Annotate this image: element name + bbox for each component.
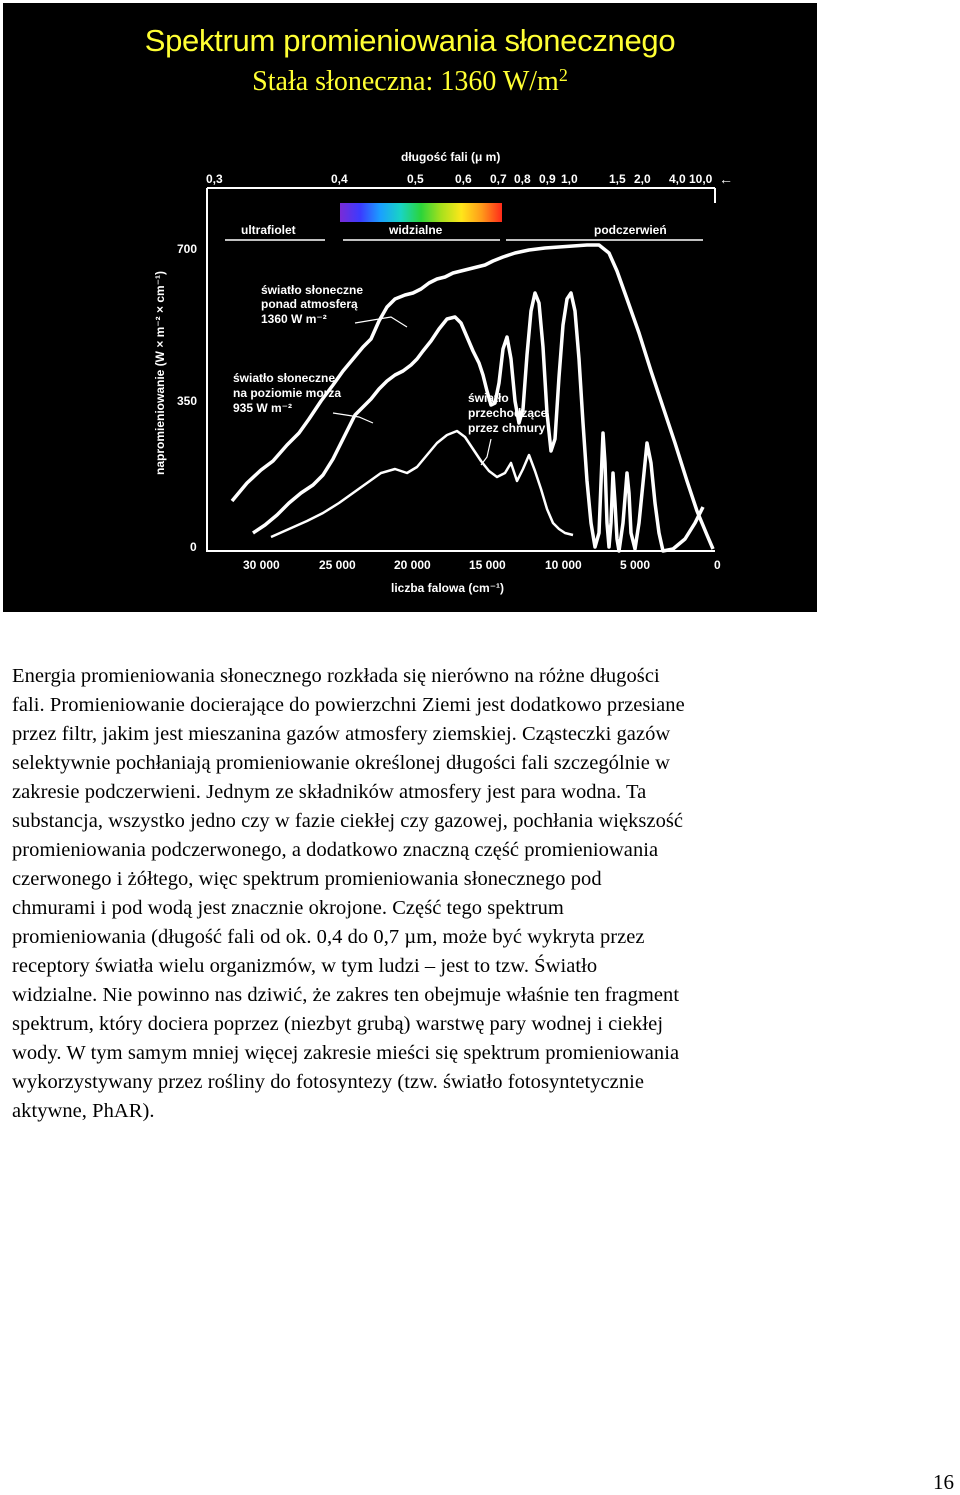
body-line: wody. W tym samym mniej więcej zakresie mieści się spektrum promieniowania <box>12 1042 680 1064</box>
body-paragraph <box>12 662 822 1126</box>
plot-frame <box>207 188 715 551</box>
body-line: spektrum, który dociera poprzez (niezbyt grubą) warstwę pary wodnej i ciekłej <box>12 1013 664 1035</box>
body-line: przez filtr, jakim jest mieszanina gazów atmosfery ziemskiej. Cząsteczki gazów <box>12 723 671 745</box>
y-tick: 700 <box>177 242 198 256</box>
top-tick: 0,8 <box>514 172 531 186</box>
bottom-tick: 20 000 <box>394 558 431 572</box>
bottom-tick: 0 <box>714 558 721 572</box>
body-line: aktywne, PhAR). <box>12 1100 155 1122</box>
subtitle-exponent: 2 <box>558 65 568 85</box>
bottom-tick: 30 000 <box>243 558 280 572</box>
top-tick: 0,6 <box>455 172 472 186</box>
label-through-clouds-1: światło <box>468 391 509 405</box>
label-above-atmosphere-1: światło słoneczne <box>261 283 364 297</box>
bottom-tick: 5 000 <box>620 558 651 572</box>
body-line: widzialne. Nie powinno nas dziwić, że zakres ten obejmuje właśnie ten fragment <box>12 984 680 1006</box>
pointer-above-atmosphere <box>355 317 407 327</box>
bottom-tick: 10 000 <box>545 558 582 572</box>
top-tick: 0,3 <box>206 172 223 186</box>
top-tick: 0,7 <box>490 172 507 186</box>
slide-title: Spektrum promieniowania słonecznego <box>144 23 676 58</box>
top-axis-title: długość fali (μ m) <box>401 150 501 164</box>
y-tick: 350 <box>177 394 198 408</box>
label-through-clouds-3: przez chmury <box>468 421 546 435</box>
top-ticks <box>206 171 733 187</box>
top-tick: 1,5 <box>609 172 626 186</box>
slide-image <box>3 3 817 612</box>
label-through-clouds-2: przechodzące <box>468 406 548 420</box>
top-tick: 1,0 <box>561 172 578 186</box>
body-line: czerwonego i żółtego, więc spektrum promieniowania słonecznego pod <box>12 868 602 890</box>
top-tick: 0,4 <box>331 172 348 186</box>
body-line: promieniowania podczerwonego, a dodatkowo znaczną część promieniowania <box>12 839 659 861</box>
body-line: Energia promieniowania słonecznego rozkłada się nierówno na różne długości <box>12 665 660 687</box>
bottom-tick: 25 000 <box>319 558 356 572</box>
visible-spectrum-band <box>340 203 502 222</box>
label-sea-level-2: na poziomie morza <box>233 386 342 400</box>
top-axis-arrow: ← <box>719 171 733 187</box>
label-above-atmosphere-3: 1360 W m⁻² <box>261 312 327 326</box>
top-tick: 2,0 <box>634 172 651 186</box>
y-tick: 0 <box>190 540 197 554</box>
subtitle-text: Stała słoneczna: 1360 W/m <box>252 66 559 97</box>
y-axis-title: napromieniowanie (W × m⁻² × cm⁻¹) <box>153 270 167 475</box>
spectrum-figure <box>3 3 817 612</box>
label-visible: widzialne <box>389 223 443 237</box>
label-infrared: podczerwień <box>594 223 667 237</box>
top-tick: 4,0 <box>669 172 686 186</box>
body-line: chmurami i pod wodą jest znacznie okrojone. Część tego spektrum <box>12 897 564 919</box>
label-sea-level-1: światło słoneczne <box>233 371 336 385</box>
bottom-tick: 15 000 <box>469 558 506 572</box>
label-above-atmosphere-2: ponad atmosferą <box>261 297 358 311</box>
body-line: wykorzystywany przez rośliny do fotosyntezy (tzw. światło fotosyntetycznie <box>12 1071 645 1093</box>
top-tick: 10,0 <box>689 172 713 186</box>
top-tick: 0,5 <box>407 172 424 186</box>
body-line: fali. Promieniowanie docierające do powierzchni Ziemi jest dodatkowo przesiane <box>12 694 685 716</box>
body-line: promieniowania (długość fali od ok. 0,4 do 0,7 µm, może być wykryta przez <box>12 926 645 948</box>
label-ultraviolet: ultrafiolet <box>241 223 296 237</box>
bottom-axis-title: liczba falowa (cm⁻¹) <box>391 581 505 595</box>
page-number: 16 <box>933 1470 954 1494</box>
top-tick: 0,9 <box>539 172 556 186</box>
body-line: substancja, wszystko jedno czy w fazie ciekłej czy gazowej, pochłania większość <box>12 810 684 832</box>
body-line: zakresie podczerwieni. Jednym ze składników atmosfery jest para wodna. Ta <box>12 781 647 803</box>
label-sea-level-3: 935 W m⁻² <box>233 401 293 415</box>
body-line: receptory światła wielu organizmów, w tym ludzi – jest to tzw. Światło <box>12 955 598 977</box>
body-line: selektywnie pochłaniają promieniowanie określonej długości fali szczególnie w <box>12 752 670 774</box>
